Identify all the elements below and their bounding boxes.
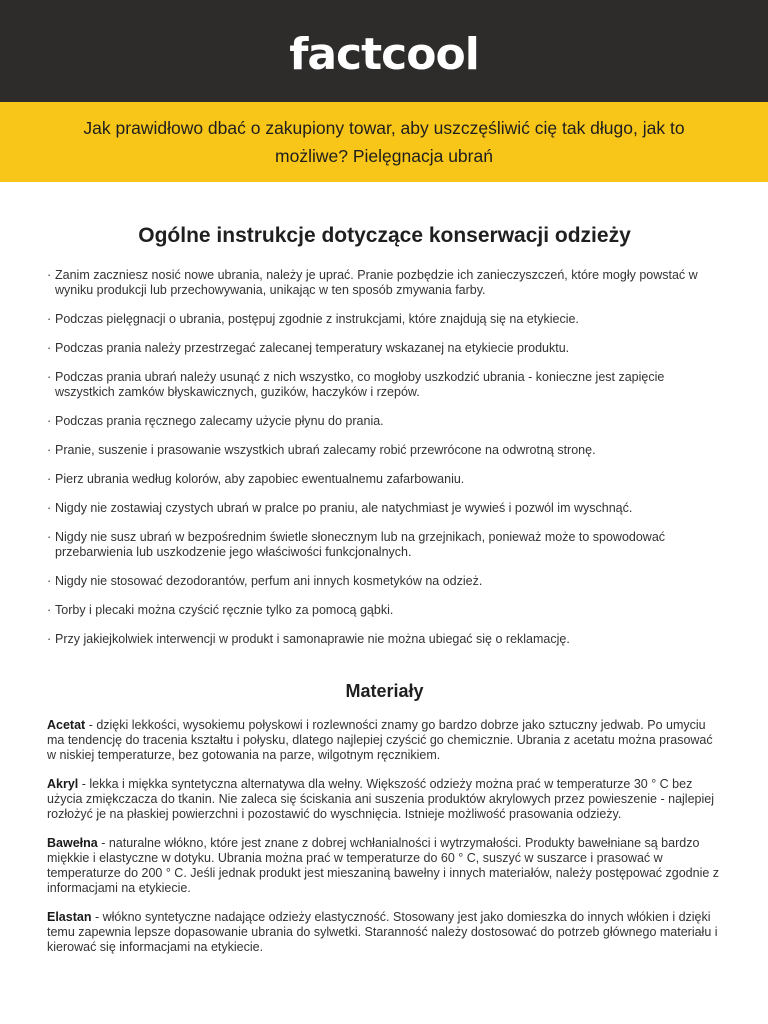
- list-item: · Pierz ubrania według kolorów, aby zapobiec ewentualnemu zafarbowaniu.: [47, 472, 465, 486]
- material-name: Elastan: [47, 910, 92, 924]
- bullet-dot: ·: [47, 574, 52, 588]
- list-item: · Nigdy nie susz ubrań w bezpośrednim świetle słonecznym lub na grzejnikach, ponieważ może to spowodować przebarwienia lub uszkodzenie jego właściwości funkcjonalnych.: [47, 530, 666, 559]
- bullet-dot: ·: [47, 312, 52, 326]
- list-item: · Podczas prania ręcznego zalecamy użycie płynu do prania.: [47, 414, 384, 428]
- bullet-dot: ·: [47, 530, 52, 544]
- list-item: · Nigdy nie stosować dezodorantów, perfum ani innych kosmetyków na odzież.: [47, 574, 483, 588]
- list-item: · Zanim zaczniesz nosić nowe ubrania, należy je uprać. Pranie pozbędzie ich zanieczyszczeń, które mogły powstać w wyniku produkcji lub przechowywania, unikając w ten sposób zmywania farby.: [47, 268, 698, 297]
- bullet-dot: ·: [47, 414, 52, 428]
- materials-title: Materiały: [345, 681, 424, 701]
- material-description: - włókno syntetyczne nadające odzieży elastyczność. Stosowany jest jako domieszka do innych włókien i dzięki temu zapewnia lepsze dopasowanie ubrania do sylwetki. Staranność należy dostosować do potrzeb głównego materiału i kierować się informacjami na etykiecie.: [47, 910, 718, 954]
- factcool-logo[interactable]: factcool: [289, 28, 479, 80]
- material-entry: [47, 718, 722, 763]
- general-instructions-title: Ogólne instrukcje dotyczące konserwacji odzieży: [138, 224, 631, 247]
- header: [0, 0, 768, 102]
- bullet-dot: ·: [47, 370, 52, 384]
- list-item: · Podczas pielęgnacji o ubrania, postępuj zgodnie z instrukcjami, które znajdują się na etykiecie.: [47, 312, 579, 326]
- material-entry: [47, 777, 722, 822]
- material-name: Bawełna: [47, 836, 98, 850]
- bullet-dot: ·: [47, 472, 52, 486]
- bullet-dot: ·: [47, 443, 52, 457]
- material-name: Acetat: [47, 718, 86, 732]
- material-description: - naturalne włókno, które jest znane z dobrej wchłanialności i wytrzymałości. Produkty bawełniane są bardzo miękkie i elastyczne w dotyku. Ubrania można prać w temperaturze do 60 ° C, suszyć w suszarce i prasować w temperaturze do 200 ° C. Jeśli jednak produkt jest mieszaniną bawełny i innych materiałów, należy postępować zgodnie z informacjami na etykiecie.: [47, 836, 720, 895]
- banner-title: Jak prawidłowo dbać o zakupiony towar, aby uszczęśliwić cię tak długo, jak to możliwe? Pielęgnacja ubrań: [83, 118, 685, 166]
- bullet-dot: ·: [47, 501, 52, 515]
- list-item: · Podczas prania należy przestrzegać zalecanej temperatury wskazanej na etykiecie produktu.: [47, 341, 570, 355]
- material-entry: [47, 910, 722, 955]
- list-item: · Pranie, suszenie i prasowanie wszystkich ubrań zalecamy robić przewrócone na odwrotną stronę.: [47, 443, 596, 457]
- general-instructions-list: [47, 268, 722, 647]
- bullet-dot: ·: [47, 341, 52, 355]
- list-item: · Torby i plecaki można czyścić ręcznie tylko za pomocą gąbki.: [47, 603, 394, 617]
- material-description: - dzięki lekkości, wysokiemu połyskowi i rozlewności znamy go bardzo dobrze jako sztuczny jedwab. Po umyciu ma tendencję do tracenia kształtu i połysku, dlatego najlepiej czyścić go chemicznie. Ubrania z acetatu można prasować w niskiej temperaturze, bez gotowania na parze, wilgotnym ręcznikiem.: [47, 718, 713, 762]
- content: [0, 224, 768, 955]
- bullet-dot: ·: [47, 268, 52, 282]
- list-item: · Przy jakiejkolwiek interwencji w produkt i samonaprawie nie można ubiegać się o reklamację.: [47, 632, 570, 646]
- material-description: - lekka i miękka syntetyczna alternatywa dla wełny. Większość odzieży można prać w temperaturze 30 ° C bez użycia zmiękczacza do tkanin. Nie zaleca się ściskania ani suszenia produktów akrylowych przez powieszenie - najlepiej rozłożyć je na płaskiej powierzchni i pozostawić do wyschnięcia. Istnieje możliwość prasowania odzieży.: [47, 777, 714, 821]
- bullet-dot: ·: [47, 603, 52, 617]
- title-banner: [0, 102, 768, 182]
- list-item: · Podczas prania ubrań należy usunąć z nich wszystko, co mogłoby uszkodzić ubrania - konieczne jest zapięcie wszystkich zamków błyskawicznych, guzików, haczyków i rzepów.: [47, 370, 665, 399]
- material-name: Akryl: [47, 777, 79, 791]
- bullet-dot: ·: [47, 632, 52, 646]
- list-item: · Nigdy nie zostawiaj czystych ubrań w pralce po praniu, ale natychmiast je wywieś i pozwól im wyschnąć.: [47, 501, 633, 515]
- material-entry: [47, 836, 722, 896]
